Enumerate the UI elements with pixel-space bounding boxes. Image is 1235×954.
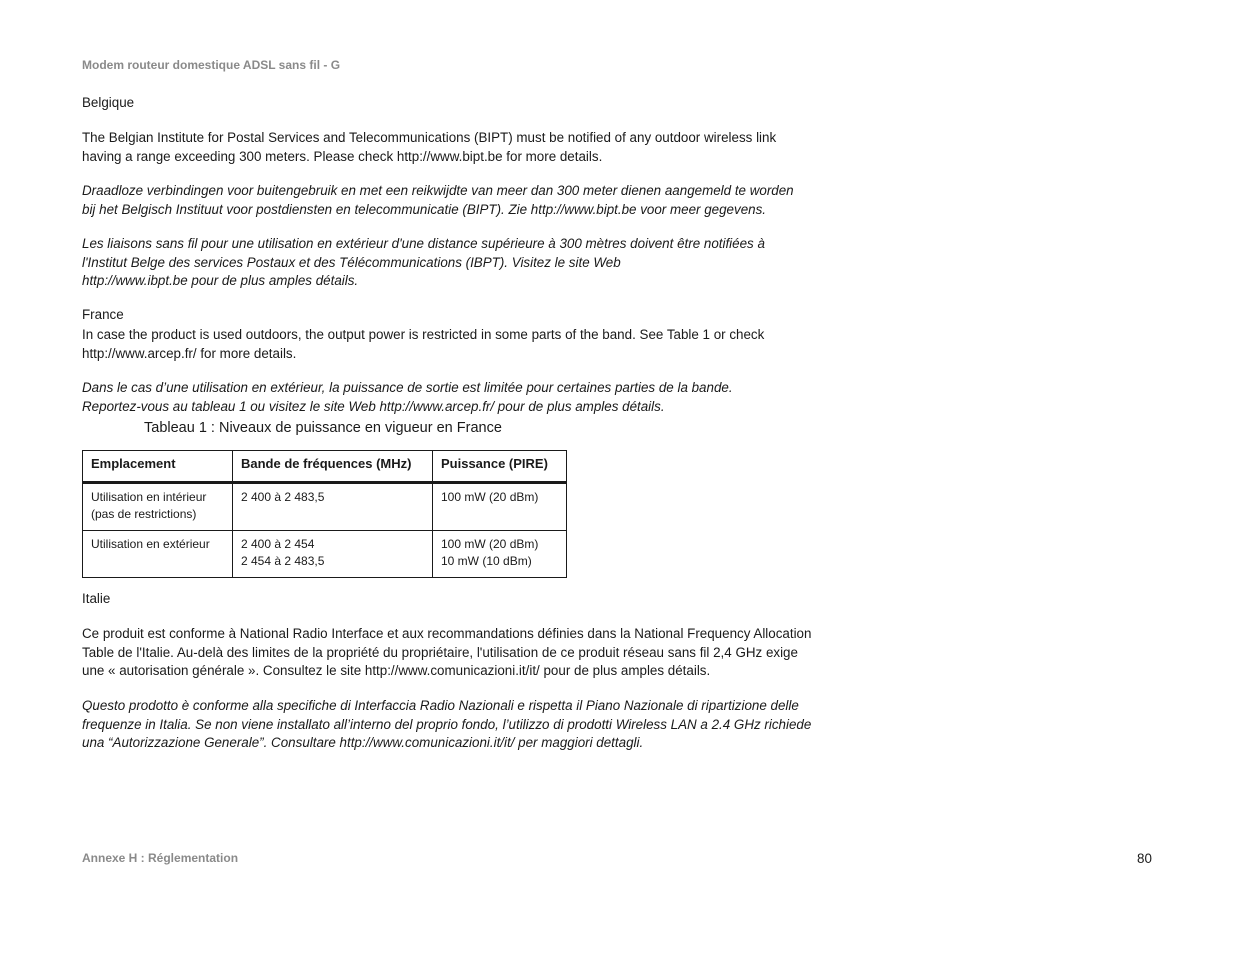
belgique-dutch-paragraph xyxy=(82,182,817,219)
text-line: Table de l'Italie. Au-delà des limites de la propriété du propriétaire, l'utilisation de ce produit réseau sans fil 2,4 GHz exige xyxy=(82,644,798,660)
cell-text: 2 400 à 2 483,5 xyxy=(241,490,325,504)
cell-text: Utilisation en extérieur xyxy=(91,537,210,551)
text-line: Questo prodotto è conforme alla specifiche di Interfaccia Radio Nazionali e rispetta il Piano Nazionale di ripartizione delle xyxy=(82,698,799,713)
text-line: une « autorisation générale ». Consultez le site http://www.comunicazioni.it/it/ pour de plus amples détails. xyxy=(82,663,711,679)
column-header-frequency-band: Bande de fréquences (MHz) xyxy=(233,451,433,483)
table-cell-frequency-band xyxy=(233,531,433,578)
belgique-french-paragraph xyxy=(82,235,817,291)
text-line: The Belgian Institute for Postal Services and Telecommunications (BIPT) must be notified of any outdoor wireless link xyxy=(82,130,777,145)
italie-french-paragraph xyxy=(82,625,817,681)
cell-text: Utilisation en intérieur xyxy=(91,490,207,504)
column-header-power: Puissance (PIRE) xyxy=(433,451,567,483)
france-french-paragraph xyxy=(82,379,817,416)
table-caption: Tableau 1 : Niveaux de puissance en vigueur en France xyxy=(144,420,502,436)
running-header: Modem routeur domestique ADSL sans fil - G xyxy=(82,58,341,72)
text-line: frequenze in Italia. Se non viene installato all’interno del proprio fondo, l’utilizzo di prodotti Wireless LAN a 2.4 GHz richiede xyxy=(82,716,812,732)
italie-italian-paragraph xyxy=(82,697,817,753)
table-cell-frequency-band xyxy=(233,483,433,531)
text-line: Reportez-vous au tableau 1 ou visitez le site Web http://www.arcep.fr/ pour de plus amples détails. xyxy=(82,398,665,414)
table-cell-location xyxy=(83,483,233,531)
page-number: 80 xyxy=(1137,851,1152,866)
belgique-english-paragraph xyxy=(82,129,817,166)
table-cell-location xyxy=(83,531,233,578)
table-row xyxy=(83,531,567,578)
text-line: Dans le cas d’une utilisation en extérieur, la puissance de sortie est limitée pour certaines parties de la bande. xyxy=(82,380,733,395)
text-line: Ce produit est conforme à National Radio Interface et aux recommandations définies dans la National Frequency Allocation xyxy=(82,626,812,641)
cell-text: 2 400 à 2 454 xyxy=(241,537,315,551)
france-heading: France xyxy=(82,307,124,322)
text-line: bij het Belgisch Instituut voor postdiensten en telecommunicatie (BIPT). Zie http://www.bipt.be voor meer gegevens. xyxy=(82,201,767,217)
table-cell-power xyxy=(433,483,567,531)
text-line: l'Institut Belge des services Postaux et des Télécommunications (IBPT). Visitez le site Web xyxy=(82,254,621,270)
footer-section-title: Annexe H : Réglementation xyxy=(82,851,239,865)
column-header-location: Emplacement xyxy=(83,451,233,483)
table-row xyxy=(83,483,567,531)
text-line: In case the product is used outdoors, the output power is restricted in some parts of the band. See Table 1 or check xyxy=(82,327,765,342)
power-levels-table xyxy=(82,450,567,578)
cell-text: 100 mW (20 dBm) xyxy=(441,490,539,504)
cell-text: 100 mW (20 dBm) xyxy=(441,537,539,551)
belgique-heading: Belgique xyxy=(82,95,135,110)
text-line: Draadloze verbindingen voor buitengebruik en met een reikwijdte van meer dan 300 meter dienen aangemeld te worden xyxy=(82,183,794,198)
text-line: having a range exceeding 300 meters. Please check http://www.bipt.be for more details. xyxy=(82,148,603,164)
text-line: http://www.arcep.fr/ for more details. xyxy=(82,345,297,361)
table-cell-power xyxy=(433,531,567,578)
cell-text: 10 mW (10 dBm) xyxy=(441,553,532,568)
cell-text: (pas de restrictions) xyxy=(91,506,197,521)
text-line: una “Autorizzazione Generale”. Consultare http://www.comunicazioni.it/it/ per maggiori dettagli. xyxy=(82,735,644,751)
table-header-row xyxy=(83,451,567,483)
france-english-paragraph xyxy=(82,326,817,363)
text-line: Les liaisons sans fil pour une utilisation en extérieur d'une distance supérieure à 300 mètres doivent être notifiées à xyxy=(82,236,765,251)
italie-heading: Italie xyxy=(82,591,111,606)
cell-text: 2 454 à 2 483,5 xyxy=(241,553,325,568)
text-line: http://www.ibpt.be pour de plus amples détails. xyxy=(82,273,359,289)
